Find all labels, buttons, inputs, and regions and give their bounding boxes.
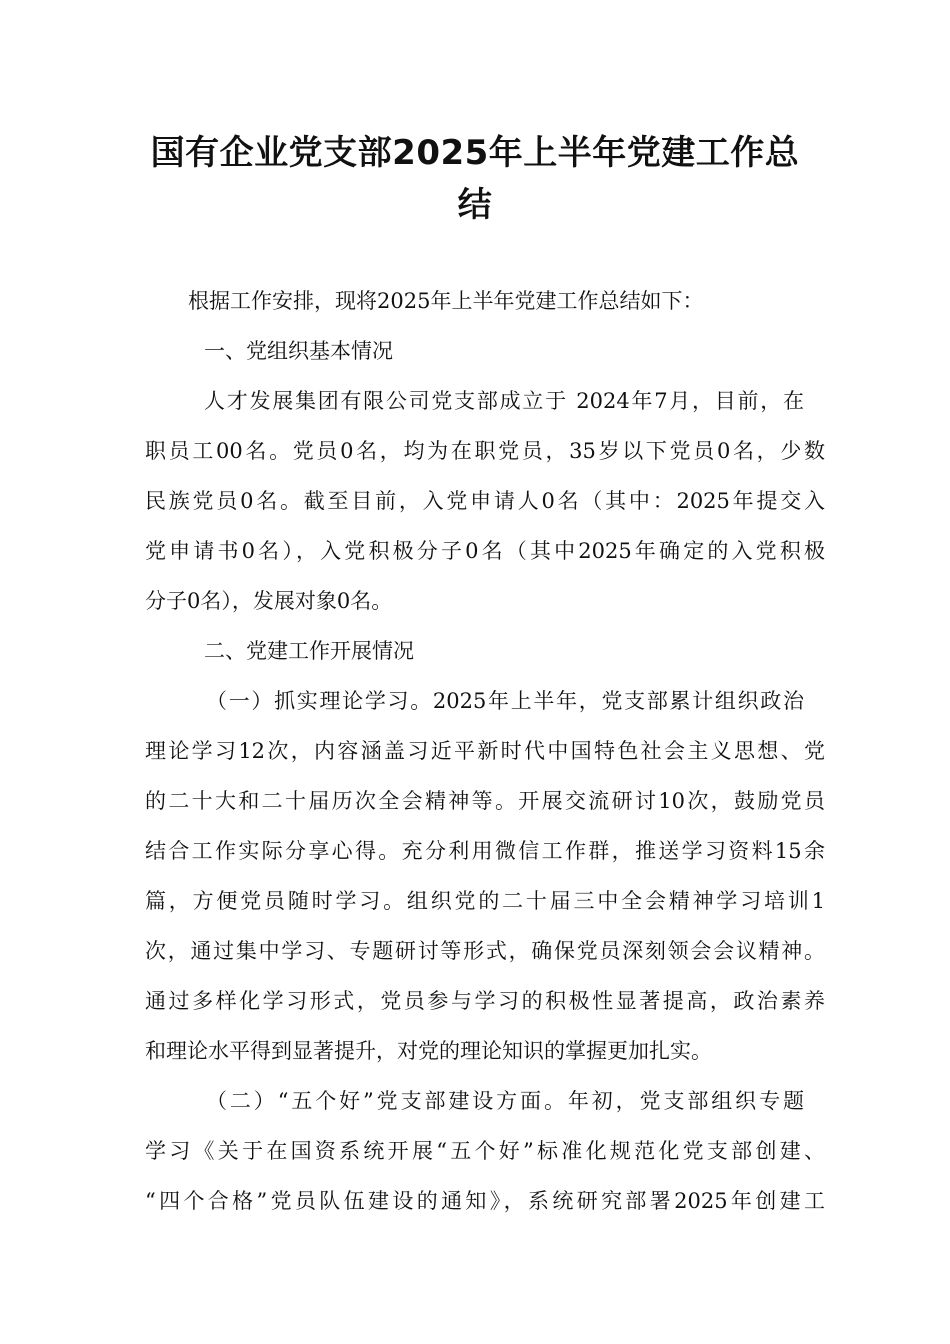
paragraph-line: （二）“五个好”党支部建设方面。年初，党支部组织专题 xyxy=(206,1089,804,1113)
section-heading-1: 一、党组织基本情况 xyxy=(204,339,393,363)
paragraph-line: “四个合格”党员队伍建设的通知》，系统研究部署2025年创建工 xyxy=(145,1189,825,1213)
paragraph-line: 学习《关于在国资系统开展“五个好”标准化规范化党支部创建、 xyxy=(145,1139,825,1163)
paragraph-line: 人才发展集团有限公司党支部成立于 2024年7月，目前，在 xyxy=(204,389,804,413)
paragraph-line: 篇，方便党员随时学习。组织党的二十届三中全会精神学习培训1 xyxy=(145,889,825,913)
paragraph-line: 次，通过集中学习、专题研讨等形式，确保党员深刻领会会议精神。 xyxy=(145,939,825,963)
document-title-continued: 结 xyxy=(457,185,493,225)
intro-paragraph: 根据工作安排，现将2025年上半年党建工作总结如下： xyxy=(188,289,704,313)
paragraph-line: 党申请书0名），入党积极分子0名（其中2025年确定的入党积极 xyxy=(145,539,825,563)
paragraph-line: 职员工00名。党员0名，均为在职党员，35岁以下党员0名，少数 xyxy=(145,439,825,463)
paragraph-line: 通过多样化学习形式，党员参与学习的积极性显著提高，政治素养 xyxy=(145,989,825,1013)
paragraph-line: 和理论水平得到显著提升，对党的理论知识的掌握更加扎实。 xyxy=(145,1039,712,1063)
paragraph-line: 民族党员0名。截至目前，入党申请人0名（其中：2025年提交入 xyxy=(145,489,825,513)
paragraph-line: 结合工作实际分享心得。充分利用微信工作群，推送学习资料15余 xyxy=(145,839,825,863)
section-heading-2: 二、党建工作开展情况 xyxy=(204,639,414,663)
paragraph-line: （一）抓实理论学习。2025年上半年，党支部累计组织政治 xyxy=(206,689,804,713)
document-title: 国有企业党支部2025年上半年党建工作总 xyxy=(150,133,800,173)
paragraph-line: 分子0名），发展对象0名。 xyxy=(145,589,393,613)
paragraph-line: 理论学习12次，内容涵盖习近平新时代中国特色社会主义思想、党 xyxy=(145,739,825,763)
paragraph-line: 的二十大和二十届历次全会精神等。开展交流研讨10次，鼓励党员 xyxy=(145,789,825,813)
